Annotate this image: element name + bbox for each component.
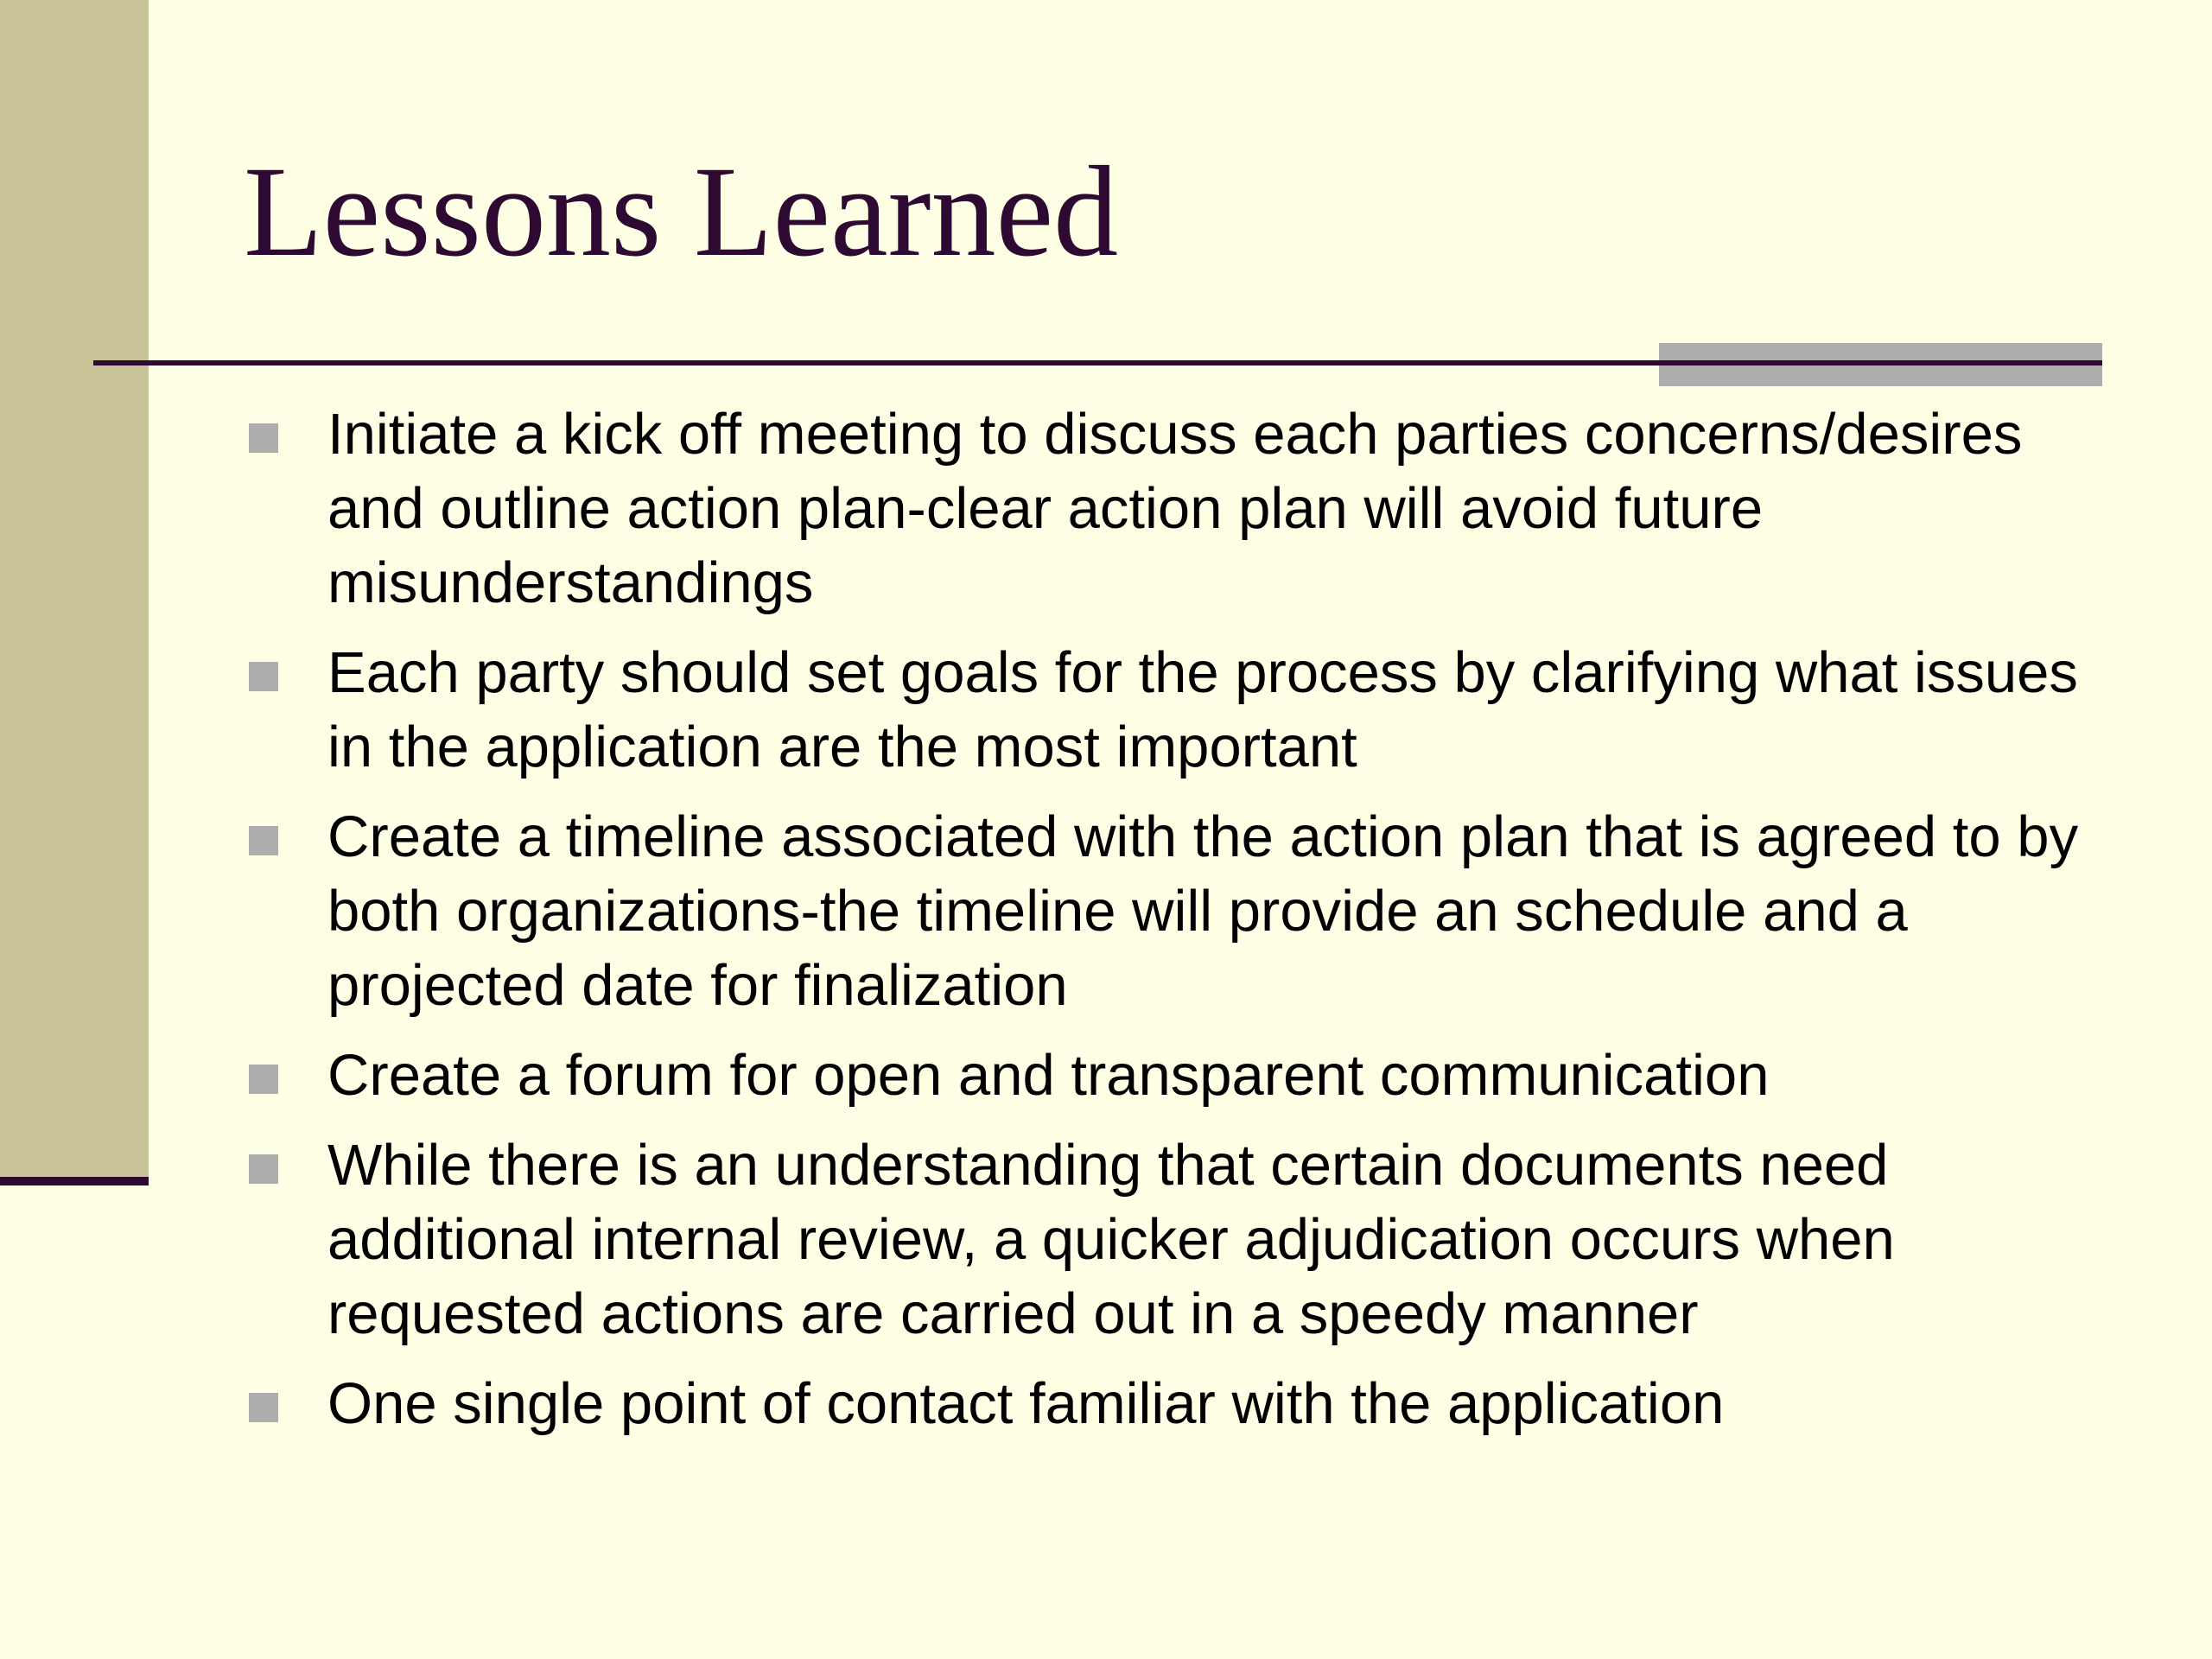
bullet-item: [249, 1367, 2081, 1441]
square-bullet-icon: [249, 1065, 278, 1094]
bullet-item: [249, 800, 2081, 1023]
side-bar-underline: [0, 1177, 149, 1185]
square-bullet-icon: [249, 1393, 278, 1422]
bullet-item: [249, 1128, 2081, 1351]
square-bullet-icon: [249, 423, 278, 453]
bullet-item: [249, 1039, 2081, 1113]
bullet-text: Create a forum for open and transparent communication: [327, 1043, 1770, 1108]
square-bullet-icon: [249, 662, 278, 691]
square-bullet-icon: [249, 1154, 278, 1184]
bullet-item: [249, 397, 2081, 620]
decorative-side-bar: [0, 0, 149, 1179]
bullet-item: [249, 636, 2081, 785]
slide-title: Lessons Learned: [244, 140, 1119, 283]
square-bullet-icon: [249, 826, 278, 855]
bullet-text: Initiate a kick off meeting to discuss each parties concerns/desires and outline action plan-clear action plan will avoid future misunderstandings: [327, 402, 2023, 615]
bullet-text: While there is an understanding that certain documents need additional internal review, a quicker adjudication occurs when requested actions are carried out in a speedy manner: [327, 1133, 1895, 1346]
bullet-list: [249, 397, 2081, 1457]
bullet-text: Each party should set goals for the process by clarifying what issues in the application are the most important: [327, 640, 2078, 779]
bullet-text: Create a timeline associated with the action plan that is agreed to by both organizations-the timeline will provide an schedule and a projected date for finalization: [327, 804, 2079, 1018]
title-rule-accent-line: [1659, 360, 2102, 365]
bullet-text: One single point of contact familiar with the application: [327, 1371, 1725, 1436]
